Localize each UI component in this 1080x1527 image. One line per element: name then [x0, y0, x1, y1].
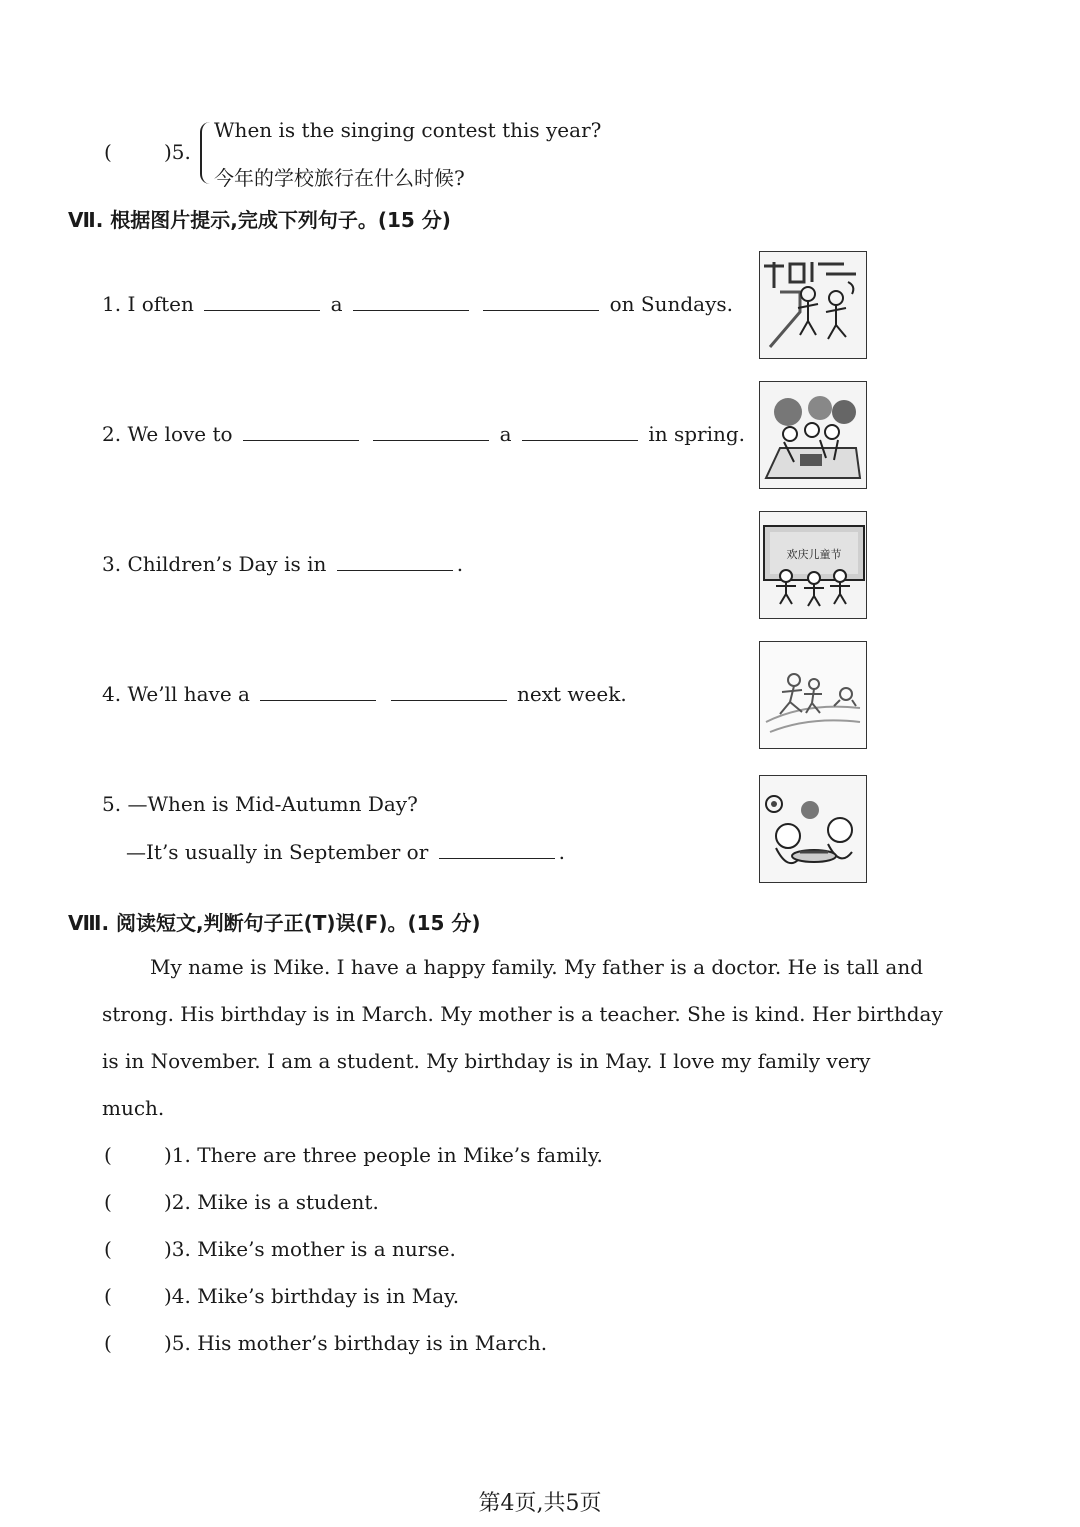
answer-blank[interactable]	[337, 552, 453, 571]
answer-blank[interactable]	[260, 682, 376, 701]
answer-blank[interactable]	[439, 840, 555, 859]
answer-blank[interactable]	[522, 422, 638, 441]
tf-item-5: )5. His mother’s birthday is in March.	[164, 1331, 548, 1355]
question-5-end: .	[558, 840, 566, 864]
question-line-zh: 今年的学校旅行在什么时候?	[214, 166, 465, 190]
question-4	[102, 682, 627, 706]
sports-picture	[759, 641, 867, 749]
tf-item-2: )2. Mike is a student.	[164, 1190, 379, 1214]
answer-blank[interactable]	[391, 682, 507, 701]
answer-blank[interactable]	[353, 292, 469, 311]
passage-line-3: is in November. I am a student. My birthday is in May. I love my family very	[102, 1049, 871, 1073]
question-4-end: next week.	[517, 682, 627, 706]
mid-autumn-picture	[759, 775, 867, 883]
answer-paren-open[interactable]: (	[104, 1284, 112, 1308]
answer-paren-open[interactable]: (	[104, 1143, 112, 1167]
tf-item-4: )4. Mike’s birthday is in May.	[164, 1284, 460, 1308]
question-3-end: .	[456, 552, 464, 576]
section-7-heading: Ⅶ. 根据图片提示,完成下列句子。(15 分)	[68, 208, 451, 232]
answer-paren-open: (	[104, 140, 112, 164]
brace-icon	[200, 122, 212, 184]
question-5-line-1: 5. —When is Mid-Autumn Day?	[102, 792, 418, 816]
childrens-day-picture	[759, 511, 867, 619]
passage-line-2: strong. His birthday is in March. My mother is a teacher. She is kind. Her birthday	[102, 1002, 943, 1026]
answer-blank[interactable]	[243, 422, 359, 441]
section-8-heading: Ⅷ. 阅读短文,判断句子正(T)误(F)。(15 分)	[68, 911, 481, 935]
passage-line-1: My name is Mike. I have a happy family. My father is a doctor. He is tall and	[150, 955, 924, 979]
question-1-start: 1. I often	[102, 292, 194, 316]
children-playing-picture	[759, 251, 867, 359]
answer-blank[interactable]	[483, 292, 599, 311]
question-1	[102, 292, 733, 316]
question-2-end: in spring.	[648, 422, 746, 446]
answer-paren-open[interactable]: (	[104, 1237, 112, 1261]
passage-line-4: much.	[102, 1096, 165, 1120]
picnic-picture	[759, 381, 867, 489]
answer-blank[interactable]	[204, 292, 320, 311]
question-2-start: 2. We love to	[102, 422, 233, 446]
question-number: )5.	[164, 140, 191, 164]
tf-item-1: )1. There are three people in Mike’s family.	[164, 1143, 603, 1167]
question-1-mid: a	[330, 292, 343, 316]
question-2-mid: a	[499, 422, 512, 446]
question-5-start: —It’s usually in September or	[126, 840, 429, 864]
question-5-line-2	[126, 840, 565, 864]
banner-text: 欢庆儿童节	[786, 548, 842, 561]
page-footer: 第4页,共5页	[478, 1491, 602, 1516]
answer-paren-open[interactable]: (	[104, 1331, 112, 1355]
answer-blank[interactable]	[373, 422, 489, 441]
tf-item-3: )3. Mike’s mother is a nurse.	[164, 1237, 456, 1261]
question-3-start: 3. Children’s Day is in	[102, 552, 327, 576]
question-1-end: on Sundays.	[609, 292, 734, 316]
question-3	[102, 552, 463, 576]
question-line-en: When is the singing contest this year?	[214, 118, 602, 142]
answer-paren-open[interactable]: (	[104, 1190, 112, 1214]
question-4-start: 4. We’ll have a	[102, 682, 250, 706]
question-2	[102, 422, 745, 446]
